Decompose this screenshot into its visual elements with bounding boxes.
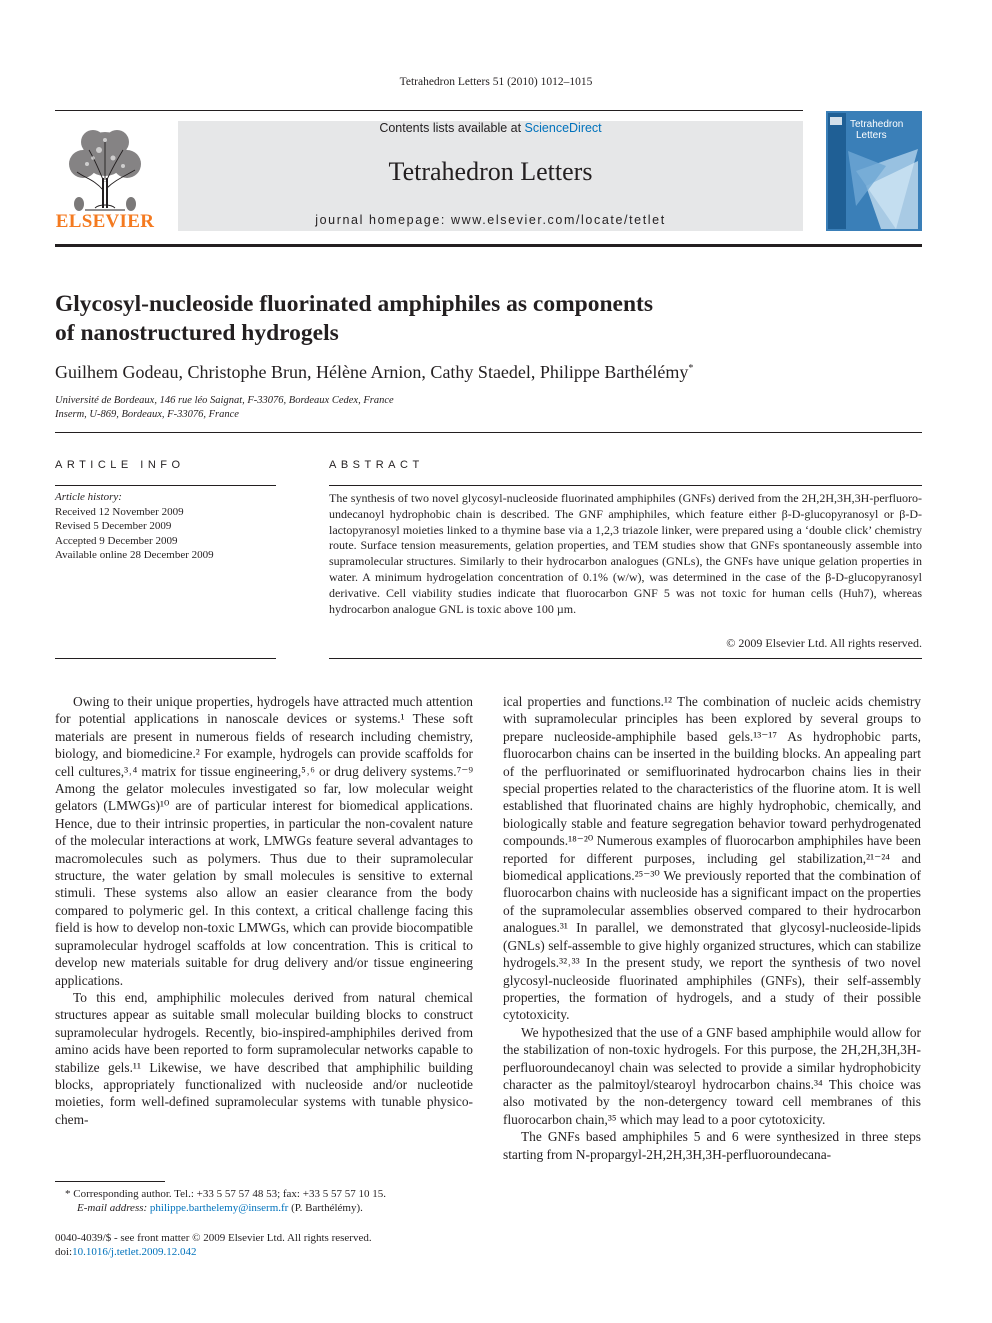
issn-doi-block	[55, 1231, 473, 1259]
article-info-heading: ARTICLE INFO	[55, 459, 185, 471]
history-received: Received 12 November 2009	[55, 505, 184, 518]
header-rule	[55, 244, 922, 247]
corresponding-author-mark[interactable]: *	[688, 363, 694, 374]
journal-name: Tetrahedron Letters	[388, 157, 593, 186]
footnote-mark: *	[65, 1188, 71, 1200]
cover-title-line1: Tetrahedron	[850, 119, 904, 130]
sciencedirect-link[interactable]: ScienceDirect	[524, 121, 602, 135]
history-revised: Revised 5 December 2009	[55, 520, 172, 532]
doi-link[interactable]: 10.1016/j.tetlet.2009.12.042	[72, 1246, 197, 1258]
cover-title-line2: Letters	[856, 130, 887, 141]
history-label: Article history:	[55, 491, 122, 503]
contents-line	[178, 121, 803, 135]
footnote-rule	[55, 1181, 165, 1182]
email-label: E-mail address:	[77, 1202, 148, 1214]
abstract-text: The synthesis of two novel glycosyl-nucleoside fluorinated amphiphiles (GNFs) derived from the 2H,2H,3H,3H-perfluoro-undecanoyl hydrophobic chain is described. The GNF amphiphiles, which feature either β-D-glucopyranosyl or β-D-lactopyranosyl moieties linked to a thymine base via a 1,2,3 triazole linker, were prepared using a ‘double click’ chemistry route. Surface tension measurements, gelation properties, and TEM studies show that GNFs spontaneously assemble into supramolecular structures. Similarly to their hydrocarbon analogues (GNLs), the GNFs have unique gelation properties in water. A minimum hydrogelation concentration of 0.1% (w/w), was determined in the case of the β-D-glucopyranosyl derivative. Cell viability studies indicate that fluorocarbon GNF 5 was not toxic for human cells (Huh7), whereas hydrocarbon analogue GNL is toxic above 100 µm.	[329, 491, 922, 616]
journal-reference: Tetrahedron Letters 51 (2010) 1012–1015	[399, 76, 593, 88]
doi-label: doi:	[55, 1246, 73, 1258]
abstract-heading: ABSTRACT	[329, 459, 424, 471]
contents-prefix: Contents lists available at	[379, 121, 525, 135]
issn-line: 0040-4039/$ - see front matter © 2009 Elsevier Ltd. All rights reserved.	[55, 1232, 372, 1244]
body-paragraph: ical properties and functions.¹² The combination of nucleic acids chemistry with supramolecular principles has been explored by several groups to prepare nucleoside-amphiphile based gels.¹³⁻¹⁷ As hydrophobic parts, fluorocarbon chains can be inserted in the building blocks. An appealing part of the perfluorinated or semifluorinated hydrocarbon chains lies in their special properties related to the characteristics of the fluorine atom. It is well established that fluorinated chains are highly hydrophobic, chemically, and biologically stable and feature segregation behavior toward perhydrogenated compounds.¹⁸⁻²⁰ Numerous examples of fluorocarbon amphiphiles have been reported for different purposes, including gel stabilization,²¹⁻²⁴ and biomedical applications.²⁵⁻³⁰ We previously reported that the combination of fluorocarbon chains with nucleoside has a significant impact on the properties of the supramolecular assemblies observed compared to their hydrocarbon analogues.³¹ In parallel, we demonstrated that glycosyl-nucleoside-lipids (GNLs) self-assemble to give highly organized structures, which can stabilize hydrogels.³²˒³³ In the present study, we report the synthesis of two novel glycosyl-nucleoside fluorinated amphiphiles (GNFs), their self-assembly properties, the formation of hydrogels, and a study of their possible cytotoxicity.	[503, 694, 921, 1023]
abstract-rule	[329, 485, 922, 486]
article-title	[55, 290, 815, 348]
email-link[interactable]: philippe.barthelemy@inserm.fr	[149, 1202, 289, 1214]
article-history	[55, 490, 276, 563]
body-paragraph: Owing to their unique properties, hydrogels have attracted much attention for potential applications in nanoscale devices or systems.¹ These soft materials are present in numerous fields of research including chemistry, biology, and biomedicine.² For example, hydrogels can provide scaffolds for cell cultures,³˒⁴ matrix for tissue engineering,⁵˒⁶ or drug delivery systems.⁷⁻⁹ Among the gelator molecules investigated so far, low molecular weight gelators (LMWGs)¹⁰ are of particular interest for biomedical applications. Hence, due to their intrinsic properties, in particular the non-covalent nature of the molecular interactions at work, LMWGs feature several advantages to macromolecules such as polymers. Thus due to their supramolecular structure, the water gelation by small molecules is sensitive to external stimuli. These systems also allow an easier clearance from the body compared to polymeric gel. In this context, a critical challenge facing this field is how to develop non-toxic LMWGs, which can provide biocompatible supramolecular hydrogel scaffolds at low concentration. This is critical to develop new materials suitable for drug delivery and/or tissue engineering applications.	[55, 694, 473, 988]
footnote-contact: Corresponding author. Tel.: +33 5 57 57 48 53; fax: +33 5 57 57 10 15.	[73, 1188, 386, 1200]
history-online: Available online 28 December 2009	[55, 549, 214, 561]
body-column-right	[503, 693, 921, 1163]
body-column-left	[55, 693, 473, 1128]
history-accepted: Accepted 9 December 2009	[55, 534, 178, 547]
email-suffix: (P. Barthélémy).	[291, 1202, 363, 1214]
affiliation-2: Inserm, U-869, Bordeaux, F-33076, France	[55, 409, 239, 420]
authors: Guilhem Godeau, Christophe Brun, Hélène Arnion, Cathy Staedel, Philippe Barthélémy	[55, 362, 689, 382]
article-title-line1: Glycosyl-nucleoside fluorinated amphiphiles as components	[55, 291, 653, 317]
affiliations	[55, 394, 755, 422]
article-title-line2: of nanostructured hydrogels	[55, 320, 339, 346]
author-list	[55, 362, 915, 383]
body-paragraph: To this end, amphiphilic molecules derived from natural chemical structures appear as suitable small molecular building blocks to construct supramolecular hydrogels. Recently, bio-inspired-amphiphiles derived from amino acids have been reported to form supramolecular networks capable to stabilize gels.¹¹ Likewise, we have described that amphiphilic building blocks, appropriately functionalized with nucleoside and/or nucleotide moieties, form well-defined supramolecular systems with tunable physico-chem-	[55, 989, 473, 1127]
body-paragraph: The GNFs based amphiphiles 5 and 6 were synthesized in three steps starting from N-propargyl-2H,2H,3H,3H-perfluoroundecana-	[503, 1129, 921, 1162]
abstract-bottom-rule	[329, 658, 922, 659]
corresponding-author-footnote	[55, 1187, 473, 1215]
affiliation-1: Université de Bordeaux, 146 rue léo Saignat, F-33076, Bordeaux Cedex, France	[55, 395, 394, 406]
body-paragraph: We hypothesized that the use of a GNF based amphiphile would allow for the stabilization of non-toxic hydrogels. For this purpose, the 2H,2H,3H,3H-perfluoroundecanoyl chain was selected to provide a similar hydrophobicity character as the palmitoyl/stearoyl hydrocarbon chains.³⁴ This choice was also motivated by the non-detergency toward cell membranes of this fluorocarbon chain,³⁵ which may lead to a poor cytotoxicity.	[503, 1024, 921, 1127]
journal-cover-thumbnail	[826, 111, 922, 231]
article-info-bottom-rule	[55, 658, 276, 659]
top-rule	[55, 110, 803, 111]
abstract-copyright: © 2009 Elsevier Ltd. All rights reserved.	[726, 636, 922, 650]
article-info-rule	[55, 485, 276, 486]
title-rule	[55, 432, 922, 433]
journal-homepage[interactable]: journal homepage: www.elsevier.com/locate/tetlet	[315, 213, 666, 227]
elsevier-wordmark: ELSEVIER	[55, 211, 155, 232]
